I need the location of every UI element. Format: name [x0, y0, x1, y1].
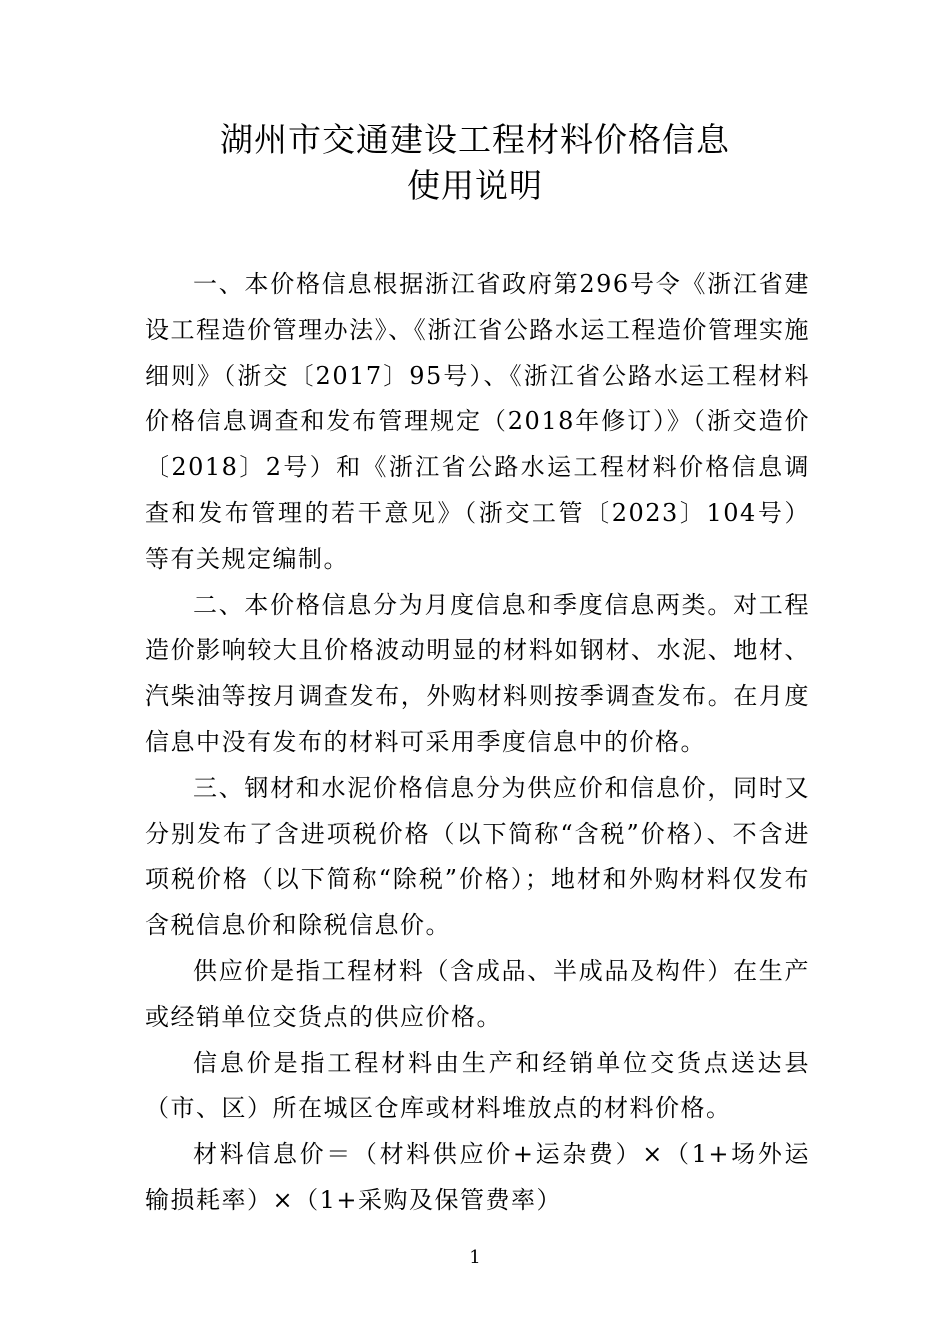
paragraph-price-types: 三、钢材和水泥价格信息分为供应价和信息价，同时又分别发布了含进项税价格（以下简称“含税”价格）、不含进项税价格（以下简称“除税”价格）；地材和外购材料仅发布含税信息价和除税信息价。 [145, 773, 810, 940]
paragraph-basis: 一、本价格信息根据浙江省政府第296号令《浙江省建设工程造价管理办法》、《浙江省公路水运工程造价管理实施细则》（浙交〔2017〕95号）、《浙江省公路水运工程材料价格信息调查和发布管理规定（2018年修订）》（浙交造价〔2018〕2号）和《浙江省公路水运工程材料价格信息调查和发布管理的若干意见》（浙交工管〔2023〕104号）等有关规定编制。 [145, 270, 810, 573]
paragraph-formula: 材料信息价＝（材料供应价+运杂费）×（1+场外运输损耗率）×（1+采购及保管费率） [145, 1140, 810, 1214]
document-subtitle: 使用说明 [407, 166, 543, 205]
page-number: 1 [469, 1247, 481, 1268]
document-body [145, 262, 810, 1224]
document-title: 湖州市交通建设工程材料价格信息 [220, 120, 730, 159]
paragraph-info-price: 信息价是指工程材料由生产和经销单位交货点送达县（市、区）所在城区仓库或材料堆放点的材料价格。 [145, 1048, 810, 1123]
paragraph-supply-price: 供应价是指工程材料（含成品、半成品及构件）在生产或经销单位交货点的供应价格。 [145, 956, 810, 1031]
paragraph-categories: 二、本价格信息分为月度信息和季度信息两类。对工程造价影响较大且价格波动明显的材料如钢材、水泥、地材、汽柴油等按月调查发布，外购材料则按季调查发布。在月度信息中没有发布的材料可采用季度信息中的价格。 [145, 590, 810, 756]
